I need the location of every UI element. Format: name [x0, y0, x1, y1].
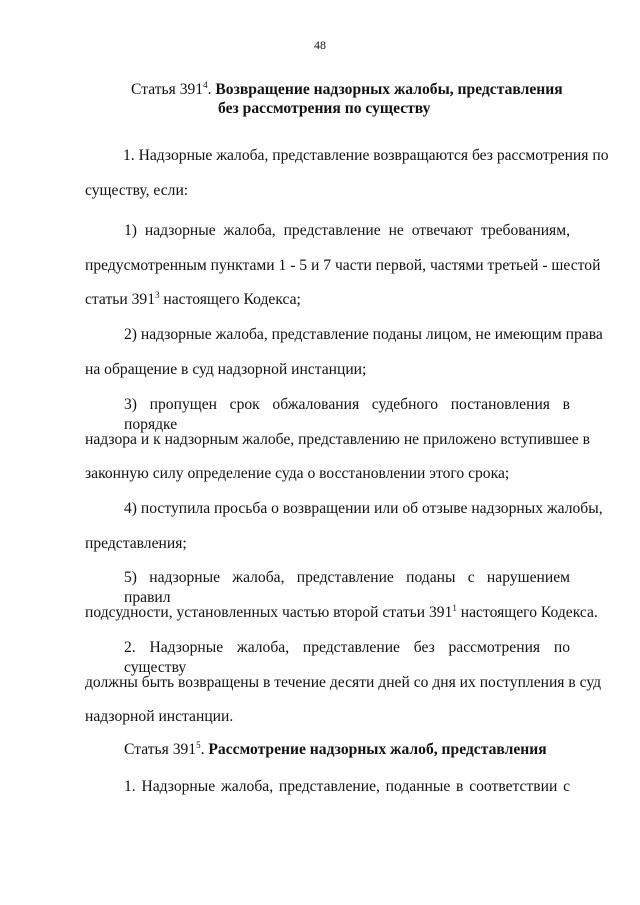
- article-heading-title: Возвращение надзорных жалобы, представления: [215, 81, 563, 98]
- item-4-line: 4) поступила просьба о возвращении или об отзыве надзорных жалобы,: [124, 500, 603, 517]
- paragraph-2-line: 2. Надзорные жалоба, представление без рассмотрения по существу: [124, 639, 570, 676]
- item-5-line: подсудности, установленных частью второй статьи $391^1$ настоящего Кодекса.: [85, 603, 598, 621]
- article-391-5-heading: Статья $391^5$. Рассмотрение надзорных жалоб, представления: [124, 740, 547, 758]
- paragraph-2-line: должны быть возвращены в течение десяти дней со дня их поступления в суд: [85, 674, 602, 691]
- item-1-line: 1) надзорные жалоба, представление не отвечают требованиям,: [124, 222, 570, 239]
- article-391-4-heading-line2: без рассмотрения по существу: [218, 100, 431, 117]
- item-3-line: надзора и к надзорным жалобе, представлению не приложено вступившее в: [85, 431, 590, 448]
- article-391-4-heading: [131, 80, 563, 100]
- article-heading-prefix: Статья 391: [131, 81, 204, 98]
- article-heading-sup: 4: [203, 80, 208, 90]
- paragraph-2-line: надзорной инстанции.: [85, 708, 234, 725]
- item-5-line: 5) надзорные жалоба, представление поданы с нарушением правил: [124, 569, 570, 606]
- item-2-line: на обращение в суд надзорной инстанции;: [85, 361, 367, 378]
- page-number: 48: [314, 38, 326, 52]
- item-1-line: статьи $391^3$ настоящего Кодекса;: [85, 290, 301, 308]
- item-1-line: предусмотренным пунктами 1 - 5 и 7 части первой, частями третьей - шестой: [85, 257, 601, 274]
- item-3-line: законную силу определение суда о восстановлении этого срока;: [85, 465, 510, 482]
- paragraph-line: 1. Надзорные жалоба, представление возвращаются без рассмотрения по: [123, 147, 609, 164]
- item-2-line: 2) надзорные жалоба, представление поданы лицом, не имеющим права: [124, 326, 603, 343]
- paragraph-line: 1. Надзорные жалоба, представление, поданные в соответствии с: [124, 778, 570, 795]
- article-heading-dot: .: [207, 81, 216, 98]
- item-4-line: представления;: [85, 535, 187, 552]
- paragraph-line: существу, если:: [85, 182, 189, 199]
- item-3-line: 3) пропущен срок обжалования судебного постановления в порядке: [124, 396, 570, 433]
